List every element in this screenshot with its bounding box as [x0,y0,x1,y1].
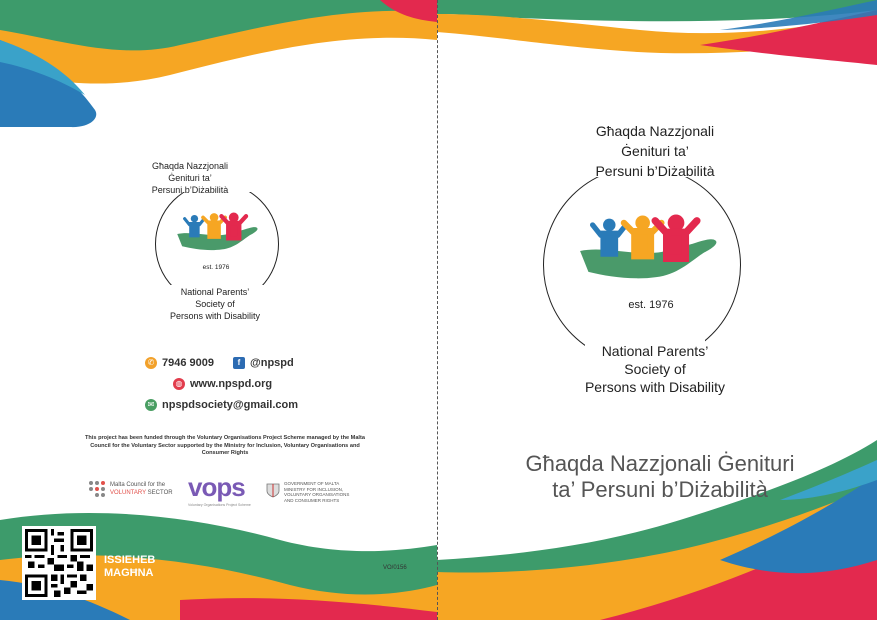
mail-icon: ✉ [145,399,157,411]
government-crest-icon [266,482,280,498]
phone-number: 7946 9009 [162,357,214,369]
org-name-mt-line: Ġenituri ta’ [168,173,212,183]
org-name-mt-line: Persuni b’Diżabilità [151,185,229,195]
gov-line: MINISTRY FOR INCLUSION, [284,486,344,492]
join-us-label [104,554,155,580]
vops-tagline: Voluntary Organisations Project Scheme [188,503,251,507]
gov-line: AND CONSUMER RIGHTS [284,497,340,503]
cover-title-line: Għaqda Nazzjonali Ġenituri [525,451,795,476]
contact-email[interactable] [145,399,298,411]
mcvs-accent: VOLUNTARY [110,490,147,496]
org-name-mt-line: Għaqda Nazzjonali [595,123,715,139]
org-name-en-line: Society of [624,361,686,377]
org-name-en-line: National Parents’ [180,287,250,297]
funding-notice: This project has been funded through the Voluntary Organisations Project Scheme managed by the Malta Council for the Voluntary Sector supported by the Ministry for Inclusion, Voluntary Organisations and Consumer Rights [85,435,365,456]
org-name-mt-line: Persuni b’Diżabilità [595,163,715,179]
est-label: est. 1976 [202,264,230,271]
document-code: VO/0156 [383,565,407,571]
gov-line: VOLUNTARY ORGANISATIONS [284,492,350,497]
join-us-line: ISSIEHEB [104,554,156,566]
org-name-mt-line: Ġenituri ta’ [621,143,689,159]
mcvs-line [110,489,173,497]
email-address: npspdsociety@gmail.com [162,399,299,411]
org-name-mt-line: Għaqda Nazzjonali [151,161,229,171]
qr-code[interactable] [22,526,96,600]
qr-code-icon [25,529,93,597]
contact-facebook[interactable] [233,357,294,369]
contact-website[interactable] [173,378,272,390]
mcvs-logo-text [110,481,173,497]
org-name-en-line: Persons with Disability [169,311,261,321]
hand-family-icon [578,214,724,288]
est-label: est. 1976 [628,299,674,311]
government-ministry-text [284,481,349,503]
facebook-handle: @npspd [250,357,294,369]
join-us-line: MAGĦNA [104,567,154,579]
mcvs-logo-icon [88,480,106,498]
website-link: www.npspd.org [190,378,273,390]
cover-title [470,451,850,503]
gov-line: GOVERNMENT OF MALTA [284,481,340,486]
globe-icon: ◍ [173,378,185,390]
org-name-en [140,286,290,322]
org-name-en [565,342,745,396]
fold-line [437,0,438,620]
hand-family-icon [176,212,262,256]
facebook-icon: f [233,357,245,369]
org-name-en-line: Persons with Disability [584,379,726,395]
mcvs-sector: SECTOR [146,490,173,496]
org-name-mt [130,160,250,196]
org-name-en-line: Society of [195,299,235,309]
vops-logo: vops [188,472,245,502]
phone-icon: ✆ [145,357,157,369]
mcvs-line: Malta Council for the [110,482,166,488]
org-name-en-line: National Parents’ [601,343,709,359]
cover-title-line: ta’ Persuni b’Diżabilità [552,477,768,502]
org-name-mt [560,121,750,181]
contact-phone[interactable] [145,357,214,369]
